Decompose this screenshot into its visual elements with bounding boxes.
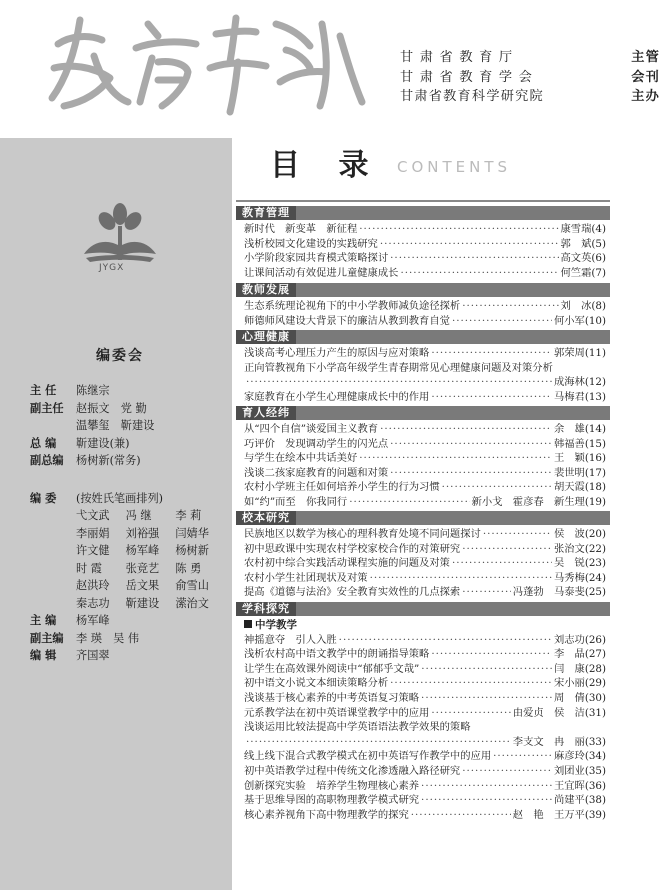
board-members-row (30, 507, 225, 525)
board-member: 李丽娟 (76, 526, 110, 540)
toc-entry[interactable] (244, 633, 606, 647)
board-row (30, 435, 225, 453)
dot-leader (359, 222, 558, 236)
dot-leader (442, 480, 552, 494)
board-member: 秦志功 (76, 596, 110, 610)
toc-entry[interactable] (244, 237, 606, 251)
dot-leader (339, 633, 552, 647)
entry-title: 初中思政课中实现农村学校家校合作的对策研究 (244, 542, 461, 555)
entry-title: 与学生在绘本中共话美好 (244, 452, 358, 465)
entry-page: (13) (584, 390, 606, 403)
entry-author: 赵 艳 王万平 (512, 808, 585, 821)
entry-author: 尚建平 (553, 794, 585, 807)
dot-leader (431, 346, 552, 360)
dot-leader (462, 764, 552, 778)
dot-leader (431, 647, 552, 661)
toc-entry[interactable] (244, 720, 606, 734)
entry-author: 由爱贞 侯 洁 (512, 706, 585, 719)
dot-leader (452, 556, 552, 570)
board-member: 岳文果 (125, 579, 160, 592)
toc-title: 目 录 (270, 148, 383, 183)
entry-author: 宋小丽 (553, 677, 585, 690)
board-member: 冯 继 (125, 509, 152, 522)
entry-title: 创新探究实验 培养学生物理核心素养 (244, 779, 420, 792)
board-name: 杨军峰 (76, 614, 110, 627)
publisher-org: 甘肃省教育科学研究院 (400, 89, 544, 104)
dot-leader (462, 542, 552, 556)
publisher-role: 主办 (631, 89, 660, 104)
toc-entry[interactable] (244, 361, 606, 375)
board-members-row (30, 560, 225, 578)
section-heading: 心理健康 (236, 330, 296, 344)
toc-entry[interactable] (244, 251, 606, 265)
board-role: 编 辑 (30, 648, 57, 662)
toc-entry[interactable] (244, 437, 606, 451)
entry-author: 胡天霞 (553, 481, 585, 494)
board-member: 潆治文 (175, 596, 209, 610)
entry-title: 浅谈二孩家庭教育的问题和对策 (244, 466, 389, 479)
toc-entry[interactable] (244, 222, 606, 236)
toc-entry[interactable] (244, 779, 606, 793)
board-member: 闫婧华 (175, 526, 209, 540)
entry-author: 刘志功 (553, 633, 585, 646)
toc-subtitle: CONTENTS (397, 158, 512, 176)
dot-leader (390, 251, 558, 265)
toc-entry[interactable] (244, 691, 606, 705)
entry-title: 巧评价 发现调动学生的闪光点 (244, 437, 389, 450)
entry-page: (39) (584, 808, 606, 821)
subsection-heading: 中学教学 (244, 618, 297, 632)
emblem-caption: JYGX (99, 263, 125, 273)
toc-entry[interactable] (244, 422, 606, 436)
toc-entry[interactable] (244, 793, 606, 807)
entry-page: (12) (584, 376, 606, 389)
square-bullet-icon (244, 620, 252, 628)
dot-leader (421, 779, 552, 793)
entry-page: (36) (584, 779, 606, 792)
entry-author: 麻彦玲 (553, 750, 585, 763)
entry-title: 初中英语教学过程中传统文化渗透融入路径研究 (244, 765, 461, 777)
board-row (30, 490, 225, 508)
entry-author: 何小军 (553, 314, 585, 327)
board-member: 许文健 (76, 544, 110, 557)
board-member: 张竞艺 (125, 561, 160, 575)
entry-author: 郭 斌 (560, 237, 592, 250)
dot-leader (390, 466, 552, 480)
board-member: 俞雪山 (175, 579, 209, 592)
entry-page: (5) (591, 237, 606, 250)
dot-leader (431, 706, 510, 720)
dot-leader (246, 735, 511, 749)
entry-page: (15) (584, 437, 606, 450)
entry-title: 线上线下混合式教学模式在初中英语写作教学中的应用 (244, 750, 492, 763)
entry-page: (11) (584, 347, 606, 359)
publisher-row (400, 48, 660, 68)
entry-author: 刘团业 (553, 765, 585, 777)
board-role: 副主任 (30, 400, 64, 415)
entry-page: (6) (591, 252, 606, 265)
toc-entry[interactable] (244, 662, 606, 676)
board-row (30, 452, 225, 470)
entry-page: (18) (584, 481, 606, 494)
entry-page: (4) (591, 223, 606, 235)
board-row (30, 630, 225, 648)
board-name: 杨树新(常务) (76, 454, 141, 467)
board-role: 主 编 (30, 613, 57, 627)
publisher-org: 甘 肃 省 教 育 学 会 (400, 69, 534, 85)
entry-title: 让学生在高效课外阅读中“郁郁乎文哉” (244, 662, 420, 675)
toc-entry[interactable] (244, 647, 606, 661)
entry-author: 李支文 冉 丽 (512, 735, 585, 748)
entry-page: (35) (584, 765, 606, 777)
toc-entry[interactable] (244, 764, 606, 778)
entry-title: 从“四个自信”谈爱国主义教育 (244, 423, 379, 435)
dot-leader (411, 808, 511, 822)
editorial-board-list (30, 382, 225, 665)
dot-leader (246, 375, 552, 389)
section-heading: 学科探究 (236, 602, 296, 616)
toc-entry[interactable] (244, 571, 606, 585)
masthead (0, 0, 672, 138)
board-members-row (30, 595, 225, 613)
entry-title: 生态系统理论视角下的中小学教师减负途径探析 (244, 300, 461, 312)
publisher-role: 主管 (631, 50, 660, 65)
board-member: 李 莉 (175, 509, 202, 522)
dot-leader (400, 266, 558, 280)
dot-leader (421, 793, 552, 807)
board-member: 杨军峰 (125, 544, 160, 557)
toc-entry[interactable] (244, 556, 606, 570)
entry-author: 吴 锐 (553, 557, 585, 570)
entry-author: 康雪瑞 (560, 223, 592, 235)
entry-page: (8) (591, 300, 606, 312)
entry-author: 张治文 (553, 542, 585, 555)
entry-title: 元系教学法在初中英语课堂教学中的应用 (244, 706, 430, 719)
toc-entry[interactable] (244, 451, 606, 465)
dot-leader (462, 299, 558, 313)
publisher-row (400, 87, 660, 107)
toc-entry[interactable] (244, 749, 606, 763)
entry-author: 冯蓬勃 马泰斐 (512, 586, 585, 599)
dot-leader (380, 237, 559, 251)
entry-title: 神摇意夺 引人入胜 (244, 633, 337, 646)
entry-author: 马秀梅 (553, 571, 585, 584)
entry-author: 裴世明 (553, 466, 585, 479)
entry-title: 让课间活动有效促进儿童健康成长 (244, 266, 399, 279)
toc-entry[interactable] (244, 495, 606, 509)
board-row (30, 382, 225, 400)
toc-entry[interactable] (244, 299, 606, 313)
toc-entry[interactable] (244, 585, 606, 599)
entry-title: 浅谈运用比较法提高中学英语语法教学效果的策略 (244, 721, 471, 734)
board-member: 陈 勇 (175, 561, 202, 575)
entry-title: 浅谈高考心理压力产生的原因与应对策略 (244, 347, 430, 359)
entry-title: 浅谈基于核心素养的中考英语复习策略 (244, 692, 420, 704)
board-name: 赵振文 党 勤 (76, 401, 147, 415)
board-role: 副主编 (30, 630, 64, 645)
board-note: (按姓氏笔画排列) (76, 491, 164, 505)
entry-page: (10) (584, 314, 606, 327)
board-name: 温攀玺 靳建设 (76, 419, 155, 432)
toc-entry[interactable] (244, 527, 606, 541)
toc-entry[interactable] (244, 466, 606, 480)
toc-entry[interactable] (244, 676, 606, 690)
entry-author: 新小戈 霍彦春 新生理 (471, 496, 585, 508)
toc-entry[interactable] (244, 808, 606, 822)
dot-leader (431, 390, 552, 404)
toc-entry[interactable] (244, 542, 606, 556)
dot-leader (390, 676, 552, 690)
board-name: 靳建设(兼) (76, 436, 130, 450)
section-heading: 教育管理 (236, 206, 296, 220)
section-heading: 教师发展 (236, 283, 296, 297)
board-role: 总 编 (30, 435, 57, 450)
toc-entry[interactable] (244, 266, 606, 280)
publisher-org: 甘 肃 省 教 育 厅 (400, 50, 514, 65)
board-member: 杨树新 (175, 544, 209, 557)
entry-page: (27) (584, 648, 606, 661)
entry-author: 马梅君 (553, 390, 585, 403)
section-heading: 育人经纬 (236, 406, 296, 420)
entry-page: (33) (584, 735, 606, 748)
entry-page: (17) (584, 466, 606, 479)
toc-entry[interactable] (244, 314, 606, 328)
toc-entry[interactable] (244, 390, 606, 404)
board-name: 齐国翠 (76, 649, 110, 662)
entry-page: (26) (584, 633, 606, 646)
entry-page: (24) (584, 571, 606, 584)
board-name: 李 瑛 吴 伟 (76, 631, 140, 645)
entry-author: 余 雄 (553, 423, 585, 435)
entry-title: 提高《道德与法治》安全教育实效性的几点探索 (244, 586, 461, 599)
section-heading: 校本研究 (236, 511, 296, 525)
dot-leader (380, 422, 552, 436)
publisher-role: 会刊 (631, 69, 660, 85)
dot-leader (349, 495, 469, 509)
dot-leader (462, 585, 511, 599)
entry-title: 新时代 新变革 新征程 (244, 223, 358, 235)
entry-title: 正向管教视角下小学高年级学生青春期常见心理健康问题及对策分析 (244, 361, 553, 374)
entry-page: (7) (591, 266, 606, 279)
magazine-title-logo (40, 6, 370, 121)
board-row (30, 400, 225, 418)
publisher-row (400, 68, 660, 88)
toc-entry[interactable] (244, 706, 606, 720)
entry-author: 周 倩 (553, 692, 585, 704)
entry-author: 何竺霜 (560, 266, 592, 279)
dot-leader (359, 451, 552, 465)
entry-title: 农村小学生社团现状及对策 (244, 571, 368, 584)
board-members-row (30, 525, 225, 543)
entry-page: (25) (584, 586, 606, 599)
entry-page: (30) (584, 692, 606, 704)
entry-title: 初中语文小说文本细读策略分析 (244, 677, 389, 690)
toc-entry[interactable] (244, 480, 606, 494)
entry-title: 师德师风建设大背景下的廉洁从教到教育自觉 (244, 314, 450, 327)
entry-page: (28) (584, 662, 606, 675)
toc-entry[interactable] (244, 375, 606, 389)
entry-title: 小学阶段家园共育模式策略探讨 (244, 252, 389, 265)
toc-entry[interactable] (244, 735, 606, 749)
entry-page: (31) (584, 706, 606, 719)
board-member: 刘裕强 (125, 526, 160, 540)
entry-page: (14) (584, 423, 606, 435)
dot-leader (421, 691, 552, 705)
entry-title: 如“约”而至 你我同行 (244, 496, 348, 508)
entry-author: 闫 康 (553, 662, 585, 675)
entry-author: 侯 波 (553, 528, 585, 540)
editorial-board-title: 编委会 (96, 348, 144, 364)
dot-leader (493, 749, 552, 763)
toc-entry[interactable] (244, 346, 606, 360)
dot-leader (483, 527, 552, 541)
entry-title: 农村小学班主任如何培养小学生的行为习惯 (244, 481, 440, 494)
entry-title: 浅析农村高中语文教学中的朗诵指导策略 (244, 648, 430, 661)
entry-title: 核心素养视角下高中物理教学的探究 (244, 808, 409, 821)
board-member: 弋文武 (76, 509, 110, 522)
entry-author: 高文英 (560, 252, 592, 265)
entry-page: (38) (584, 794, 606, 807)
dot-leader (390, 437, 552, 451)
board-row (30, 612, 225, 630)
entry-author: 刘 冰 (560, 300, 592, 312)
board-member: 时 霞 (76, 561, 102, 575)
board-member: 赵洪玲 (76, 579, 110, 592)
toc-divider (236, 200, 610, 202)
entry-title: 基于思维导图的高职物理教学模式研究 (244, 794, 420, 807)
dot-leader (370, 571, 552, 585)
entry-page: (19) (584, 496, 606, 508)
entry-page: (16) (584, 452, 606, 465)
board-role: 副总编 (30, 453, 64, 467)
entry-author: 李 晶 (553, 648, 585, 661)
entry-author: 成海林 (553, 376, 585, 389)
entry-page: (20) (584, 528, 606, 540)
entry-page: (29) (584, 677, 606, 690)
board-row (30, 647, 225, 665)
entry-title: 家庭教育在小学生心理健康成长中的作用 (244, 390, 430, 403)
entry-title: 民族地区以数学为核心的理科教育处境不同问题探讨 (244, 528, 481, 540)
entry-page: (34) (584, 750, 606, 763)
entry-title: 农村初中综合实践活动课程实施的问题及对策 (244, 557, 450, 570)
entry-title: 浅析校园文化建设的实践研究 (244, 237, 378, 250)
board-member: 靳建设 (125, 596, 160, 610)
board-row (30, 417, 225, 435)
entry-page: (23) (584, 557, 606, 570)
board-role: 主 任 (30, 383, 57, 397)
publisher-list (400, 48, 660, 107)
board-members-row (30, 577, 225, 595)
dot-leader (421, 662, 552, 676)
entry-author: 韩福善 (553, 437, 585, 450)
board-name: 陈继宗 (76, 384, 110, 397)
entry-author: 郭荣周 (553, 347, 585, 359)
entry-author: 王宜晖 (553, 779, 585, 792)
entry-page: (22) (584, 542, 606, 555)
dot-leader (452, 314, 552, 328)
board-members-row (30, 542, 225, 560)
board-role: 编 委 (30, 490, 57, 505)
entry-author: 王 颖 (553, 452, 585, 465)
